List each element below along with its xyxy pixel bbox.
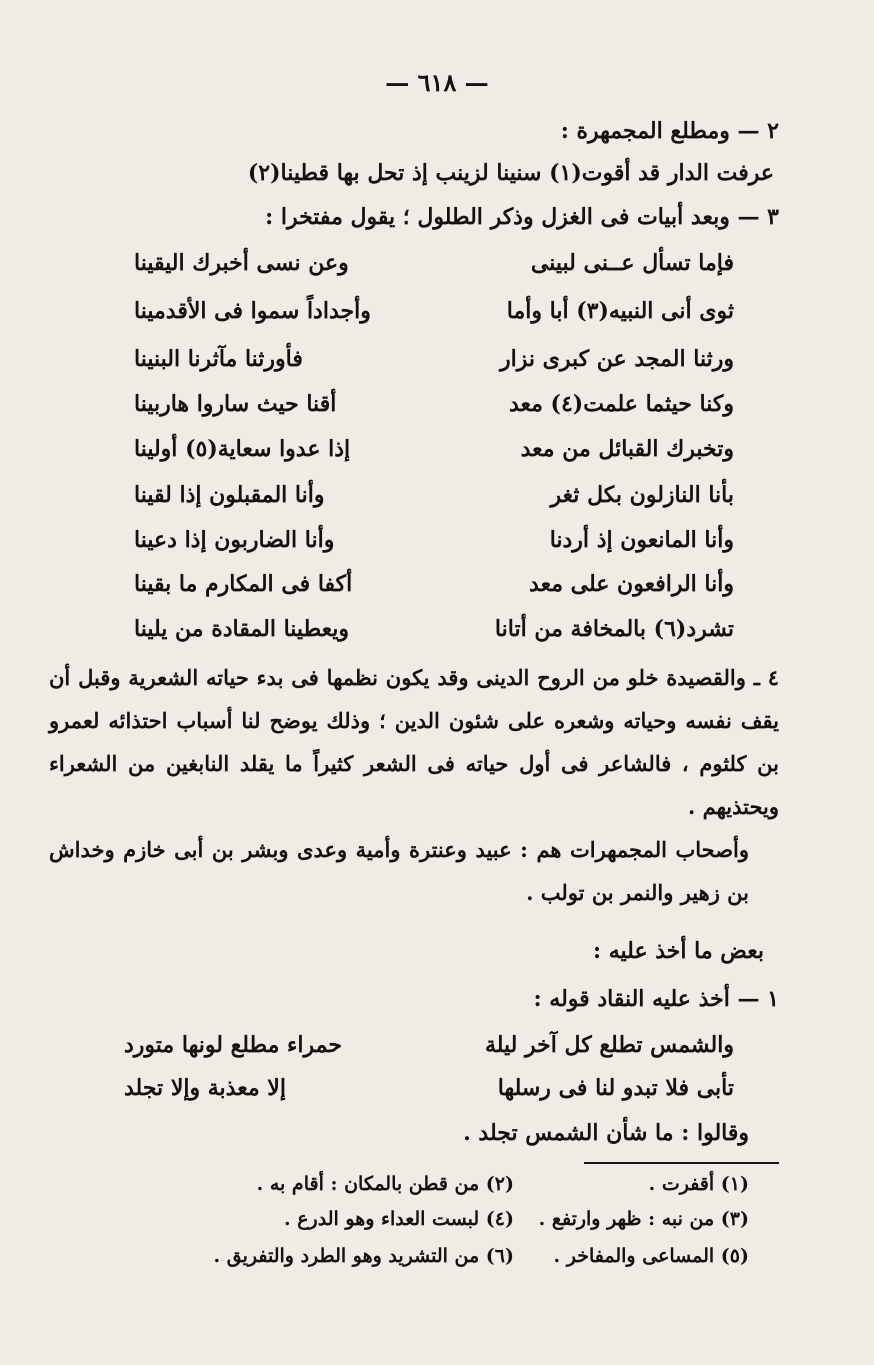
footnote: (٦) من التشريد وهو الطرد والتفريق .: [213, 1245, 514, 1267]
paragraph-mujamharat-poets: وأصحاب المجمهرات هم : عبيد وعنترة وأمية وعدى وبشر بن أبى خازم وخداش بن زهير والنمر بن تولب .: [49, 837, 749, 905]
hemistich: وأجداداً سموا فى الأقدمينا: [134, 298, 371, 324]
prose-commentary: [49, 656, 779, 914]
hemistich: أقنا حيث ساروا هاربينا: [134, 391, 337, 417]
footnote: (٥) المساعى والمفاخر .: [553, 1245, 749, 1267]
hemistich: أكفا فى المكارم ما بقينا: [134, 571, 353, 597]
hemistich: وأنا المقبلون إذا لقينا: [134, 482, 325, 508]
hemistich: ورثنا المجد عن كبرى نزار: [500, 346, 734, 372]
footnote: (٣) من نبه : ظهر وارتفع .: [538, 1208, 749, 1230]
critics-remark: وقالوا : ما شأن الشمس تجلد .: [463, 1120, 749, 1146]
footnote: (٢) من قطن بالمكان : أقام به .: [256, 1173, 514, 1195]
hemistich: ويعطينا المقادة من يلينا: [134, 616, 349, 642]
heading-critics-quote: ١ — أخذ عليه النقاد قوله :: [533, 986, 779, 1012]
hemistich: حمراء مطلع لونها متورد: [124, 1032, 342, 1058]
footnote: (١) أقفرت .: [648, 1173, 749, 1195]
hemistich: فإما تسأل عــنى لبينى: [530, 250, 734, 276]
heading-boast: ٣ — وبعد أبيات فى الغزل وذكر الطلول ؛ يقول مفتخرا :: [265, 204, 779, 230]
hemistich: وعن نسى أخبرك اليقينا: [134, 250, 349, 276]
footnote: (٤) لبست العداء وهو الدرع .: [283, 1208, 514, 1230]
hemistich: فأورثنا مآثرنا البنينا: [134, 346, 303, 372]
heading-mujamhara: ٢ — ومطلع المجمهرة :: [560, 118, 779, 144]
heading-criticism: بعض ما أخذ عليه :: [592, 938, 764, 964]
hemistich: بأنا النازلون بكل ثغر: [550, 482, 734, 508]
footnote-separator: [584, 1162, 779, 1164]
hemistich: وكنا حيثما علمت(٤) معد: [508, 391, 734, 417]
hemistich: وأنا الرافعون على معد: [529, 571, 734, 597]
hemistich: وتخبرك القبائل من معد: [520, 436, 734, 462]
page-number: — ٦١٨ —: [385, 68, 489, 97]
hemistich: تأبى فلا تبدو لنا فى رسلها: [497, 1075, 734, 1101]
paragraph-religious-spirit: ٤ ـ والقصيدة خلو من الروح الدينى وقد يكون نظمها فى بدء حياته الشعرية وقبل أن يقف نفسه وحياته وشعره على شئون الدين ؛ وذلك يوضح لنا أسباب احتذائه لعمرو بن كلثوم ، فالشاعر فى أول حياته فى الشعر كثيراً ما يقلد النابغين من الشعراء ويحتذيهم .: [49, 665, 779, 819]
hemistich: تشرد(٦) بالمخافة من أتانا: [494, 616, 734, 642]
opening-verse: عرفت الدار قد أقوت(١) سنينا لزينب إذ تحل بها قطينا(٢): [247, 160, 774, 186]
hemistich: وأنا الضاربون إذا دعينا: [134, 527, 335, 553]
hemistich: إذا عدوا سعاية(٥) أولينا: [134, 436, 351, 462]
hemistich: ثوى أنى النبيه(٣) أبا وأما: [506, 298, 734, 324]
hemistich: وأنا المانعون إذ أردنا: [549, 527, 734, 553]
hemistich: إلا معذبة وإلا تجلد: [124, 1075, 286, 1101]
hemistich: والشمس تطلع كل آخر ليلة: [484, 1032, 734, 1058]
